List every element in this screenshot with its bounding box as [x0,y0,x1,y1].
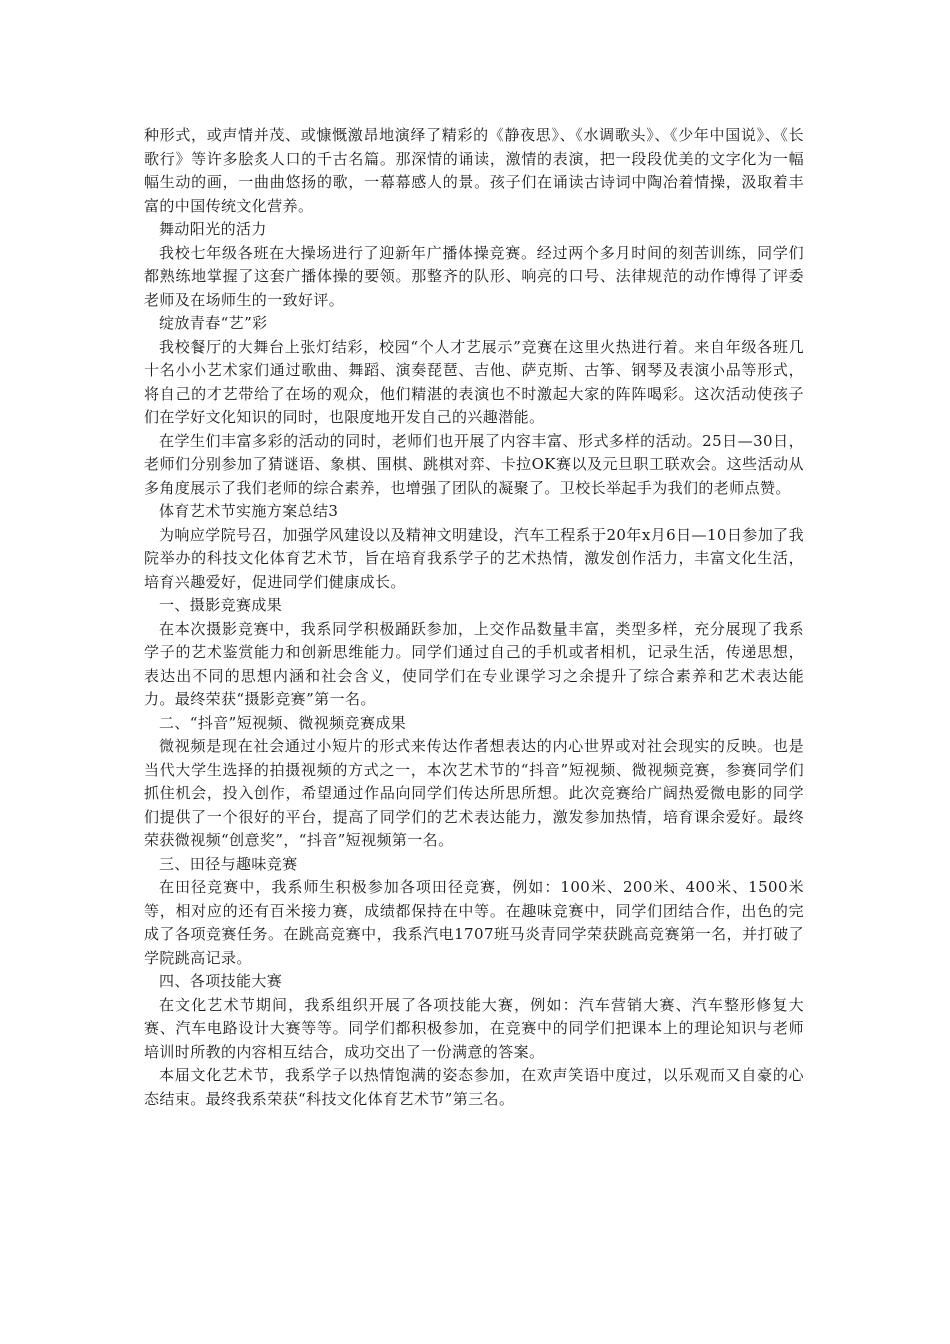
paragraph-teacher-activities: 在学生们丰富多彩的活动的同时，老师们也开展了内容丰富、形式多样的活动。25日—30日，老师们分别参加了猜谜语、象棋、围棋、跳棋对弈、卡拉OK赛以及元旦职工联欢会。这些活动从多角度展示了我们老师的综合素养，也增强了团队的凝聚了。卫校长举起手为我们的老师点赞。 [144,431,804,497]
paragraph-track-field: 在田径竞赛中，我系师生积极参加各项田径竞赛，例如：100米、200米、400米、1500米等，相对应的还有百米接力赛，成绩都保持在中等。在趣味竞赛中，同学们团结合作，出色的完成了各项竞赛任务。在跳高竞赛中，我系汽电1707班马炎青同学荣获跳高竞赛第一名，并打破了学院跳高记录。 [144,878,804,967]
heading-skills-contest: 四、各项技能大赛 [159,972,283,990]
paragraph-conclusion: 本届文化艺术节，我系学子以热情饱满的姿态参加，在欢声笑语中度过，以乐观而又自豪的心态结束。最终我系荣获“科技文化体育艺术节”第三名。 [144,1066,804,1108]
heading-short-video: 二、“抖音”短视频、微视频竞赛成果 [159,713,407,732]
paragraph-festival-intro: 为响应学院号召，加强学风建设以及精神文明建设，汽车工程系于20年x月6日—10日参加了我院举办的科技文化体育艺术节，旨在培育我系学子的艺术热情，激发创作活力，丰富文化生活，培育兴趣爱好，促进同学们健康成长。 [144,525,804,591]
document-page [144,124,804,1111]
heading-summary-3: 体育艺术节实施方案总结3 [159,502,339,520]
paragraph-skills-contest: 在文化艺术节期间，我系组织开展了各项技能大赛，例如：汽车营销大赛、汽车整形修复大赛、汽车电路设计大赛等等。同学们都积极参加，在竞赛中的同学们把课本上的理论知识与老师培训时所教的内容相互结合，成功交出了一份满意的答案。 [144,995,804,1061]
heading-sunshine-vitality: 舞动阳光的活力 [159,220,267,238]
heading-track-field: 三、田径与趣味竞赛 [159,854,298,873]
paragraph-short-video: 微视频是现在社会通过小短片的形式来传达作者想表达的内心世界或对社会现实的反映。也是当代大学生选择的拍摄视频的方式之一，本次艺术节的“抖音”短视频、微视频竞赛，参赛同学们抓住机会，投入创作，希望通过作品向同学们传达所思所想。此次竞赛给广阔热爱微电影的同学们提供了一个很好的平台，提高了同学们的艺术表达能力，激发参加热情，培育课余爱好。最终荣获微视频“创意奖”，“抖音”短视频第一名。 [144,737,804,849]
paragraph-photography: 在本次摄影竞赛中，我系同学积极踊跃参加，上交作品数量丰富，类型多样，充分展现了我系学子的艺术鉴赏能力和创新思维能力。同学们通过自己的手机或者相机，记录生活，传递思想，表达出不同的思想内涵和社会含义，使同学们在专业课学习之余提升了综合素养和艺术表达能力。最终荣获“摄影竞赛”第一名。 [144,619,804,708]
paragraph-talent-show: 我校餐厅的大舞台上张灯结彩，校园“个人才艺展示”竞赛在这里火热进行着。来自年级各班几十名小小艺术家们通过歌曲、舞蹈、演奏琵琶、吉他、萨克斯、古筝、钢琴及表演小品等形式，将自己的才艺带给了在场的观众，他们精湛的表演也不时激起大家的阵阵喝彩。这次活动使孩子们在学好文化知识的同时，也限度地开发自己的兴趣潜能。 [144,337,804,426]
heading-photography: 一、摄影竞赛成果 [159,596,283,614]
paragraph-broadcast-exercise: 我校七年级各班在大操场进行了迎新年广播体操竞赛。经过两个多月时间的刻苦训练，同学们都熟练地掌握了这套广播体操的要领。那整齐的队形、响亮的口号、法律规范的动作博得了评委老师及在场师生的一致好评。 [144,243,804,309]
heading-youth-art: 绽放青春“艺”彩 [159,314,268,332]
paragraph-recitation-continued: 种形式，或声情并茂、或慷慨激昂地演绎了精彩的《静夜思》、《水调歌头》、《少年中国说》、《长歌行》等许多脍炙人口的千古名篇。那深情的诵读，激情的表演，把一段段优美的文字化为一幅幅生动的画，一曲曲悠扬的歌，一幕幕感人的景。孩子们在诵读古诗词中陶冶着情操，汲取着丰富的中国传统文化营养。 [144,126,804,215]
